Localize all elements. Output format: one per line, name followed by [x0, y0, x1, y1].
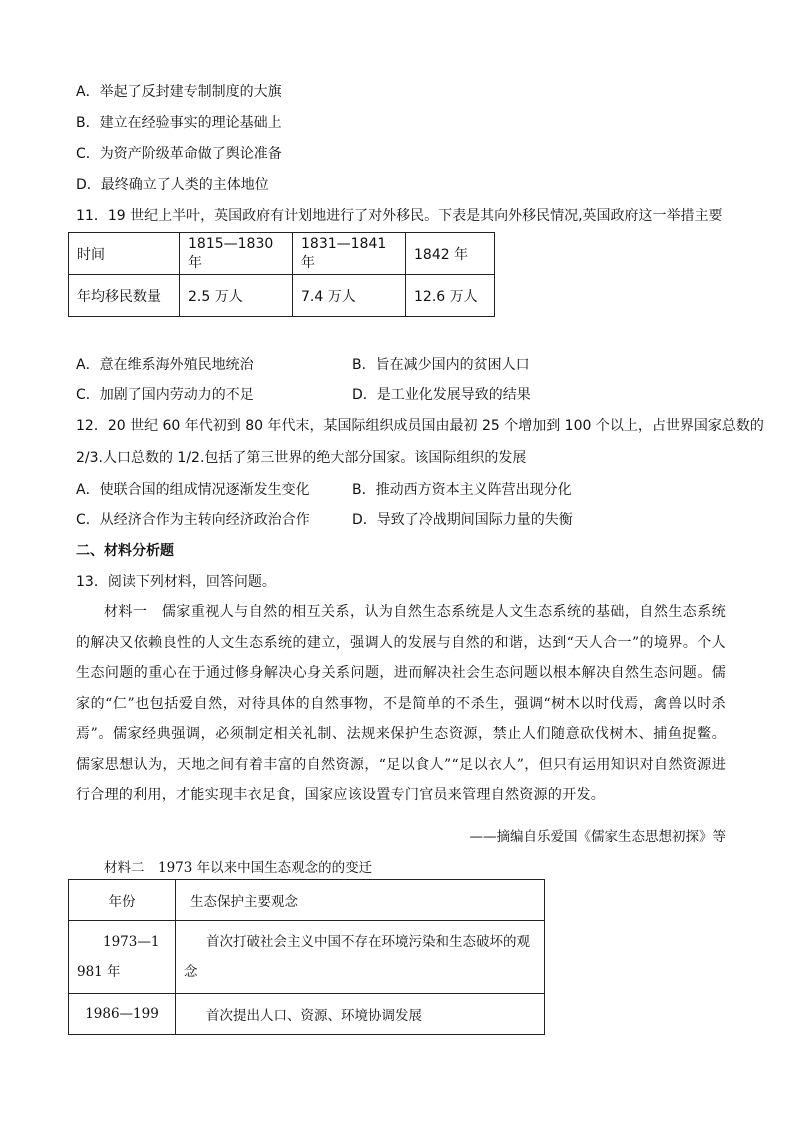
- table-header-row: [69, 233, 495, 275]
- table-cell: 1831—1841 年: [293, 233, 406, 275]
- table-header-row: [69, 880, 545, 921]
- table-cell: 1973—1981 年: [69, 921, 176, 994]
- table-cell: 2.5 万人: [180, 275, 293, 317]
- q12-option-a: A．使联合国的组成情况逐渐发生变化: [76, 482, 310, 498]
- table-cell: 生态保护主要观念: [176, 880, 545, 921]
- q10-option-a: A．举起了反封建专制制度的大旗: [76, 84, 282, 100]
- table-cell: 1842 年: [406, 233, 495, 275]
- table-cell: 年份: [69, 880, 176, 921]
- table-cell: 年均移民数量: [69, 275, 180, 317]
- table-cell: 首次打破社会主义中国不存在环境污染和生态破坏的观念: [176, 921, 545, 994]
- material-one: 材料一 儒家重视人与自然的相互关系，认为自然生态系统是人文生态系统的基础，自然生态系统的解决又依赖良性的人文生态系统的建立，强调人的发展与自然的和谐，达到“天人合一”的境界。个人生态问题的重心在于通过修身解决心身关系问题，进而解决社会生态问题以根本解决自然生态问题。儒家的“仁”也包括爱自然，对待具体的自然事物，不是简单的不杀生，强调“树木以时伐焉，禽兽以时杀焉”。儒家经典强调，必须制定相关礼制、法规来保护生态资源，禁止人们随意砍伐树木、捕鱼捉鳖。儒家思想认为，天地之间有着丰富的自然资源，“足以食人”“足以衣人”，但只有运用知识对自然资源进行合理的利用，才能实现丰衣足食，国家应该设置专门官员来管理自然资源的开发。: [76, 604, 726, 803]
- q12-option-c: C．从经济合作为主转向经济政治合作: [76, 512, 310, 528]
- table-row: [69, 275, 495, 317]
- q12-option-b: B．推动西方资本主义阵营出现分化: [352, 482, 572, 498]
- table-cell: 7.4 万人: [293, 275, 406, 317]
- q11-option-d: D．是工业化发展导致的结果: [352, 387, 531, 403]
- material-source: ——摘编自乐爱国《儒家生态思想初探》等: [469, 829, 726, 845]
- q12-option-d: D．导致了冷战期间国际力量的失衡: [352, 512, 573, 528]
- material-two-title: 材料二 1973 年以来中国生态观念的的变迁: [104, 860, 373, 876]
- q11-migration-table: [68, 232, 495, 317]
- q12-stem-line1: 12．20 世纪 60 年代初到 80 年代末，某国际组织成员国由最初 25 个增加到 100 个以上，占世界国家总数的: [76, 418, 764, 434]
- q11-option-b: B．旨在减少国内的贫困人口: [352, 357, 530, 373]
- q12-stem-line2: 2/3.人口总数的 1/2.包括了第三世界的绝大部分国家。该国际组织的发展: [76, 450, 527, 466]
- table-cell: 时间: [69, 233, 180, 275]
- table-row: [69, 994, 545, 1035]
- q11-option-c: C．加剧了国内劳动力的不足: [76, 387, 254, 403]
- table-cell: 12.6 万人: [406, 275, 495, 317]
- table-cell: 首次提出人口、资源、环境协调发展: [176, 994, 545, 1035]
- q10-option-b: B．建立在经验事实的理论基础上: [76, 115, 282, 131]
- q10-option-c: C．为资产阶级革命做了舆论准备: [76, 146, 282, 162]
- q11-stem: 11．19 世纪上半叶，英国政府有计划地进行了对外移民。下表是其向外移民情况,英国政府这一举措主要: [76, 208, 723, 224]
- q10-option-d: D．最终确立了人类的主体地位: [76, 177, 269, 193]
- table-cell: 1986—199: [69, 994, 176, 1035]
- section-heading: 二、材料分析题: [76, 543, 174, 559]
- table-row: [69, 921, 545, 994]
- table-cell: 1815—1830 年: [180, 233, 293, 275]
- q11-option-a: A．意在维系海外殖民地统治: [76, 357, 254, 373]
- q13-stem: 13．阅读下列材料，回答问题。: [76, 574, 276, 590]
- ecology-concepts-table: [68, 879, 545, 1035]
